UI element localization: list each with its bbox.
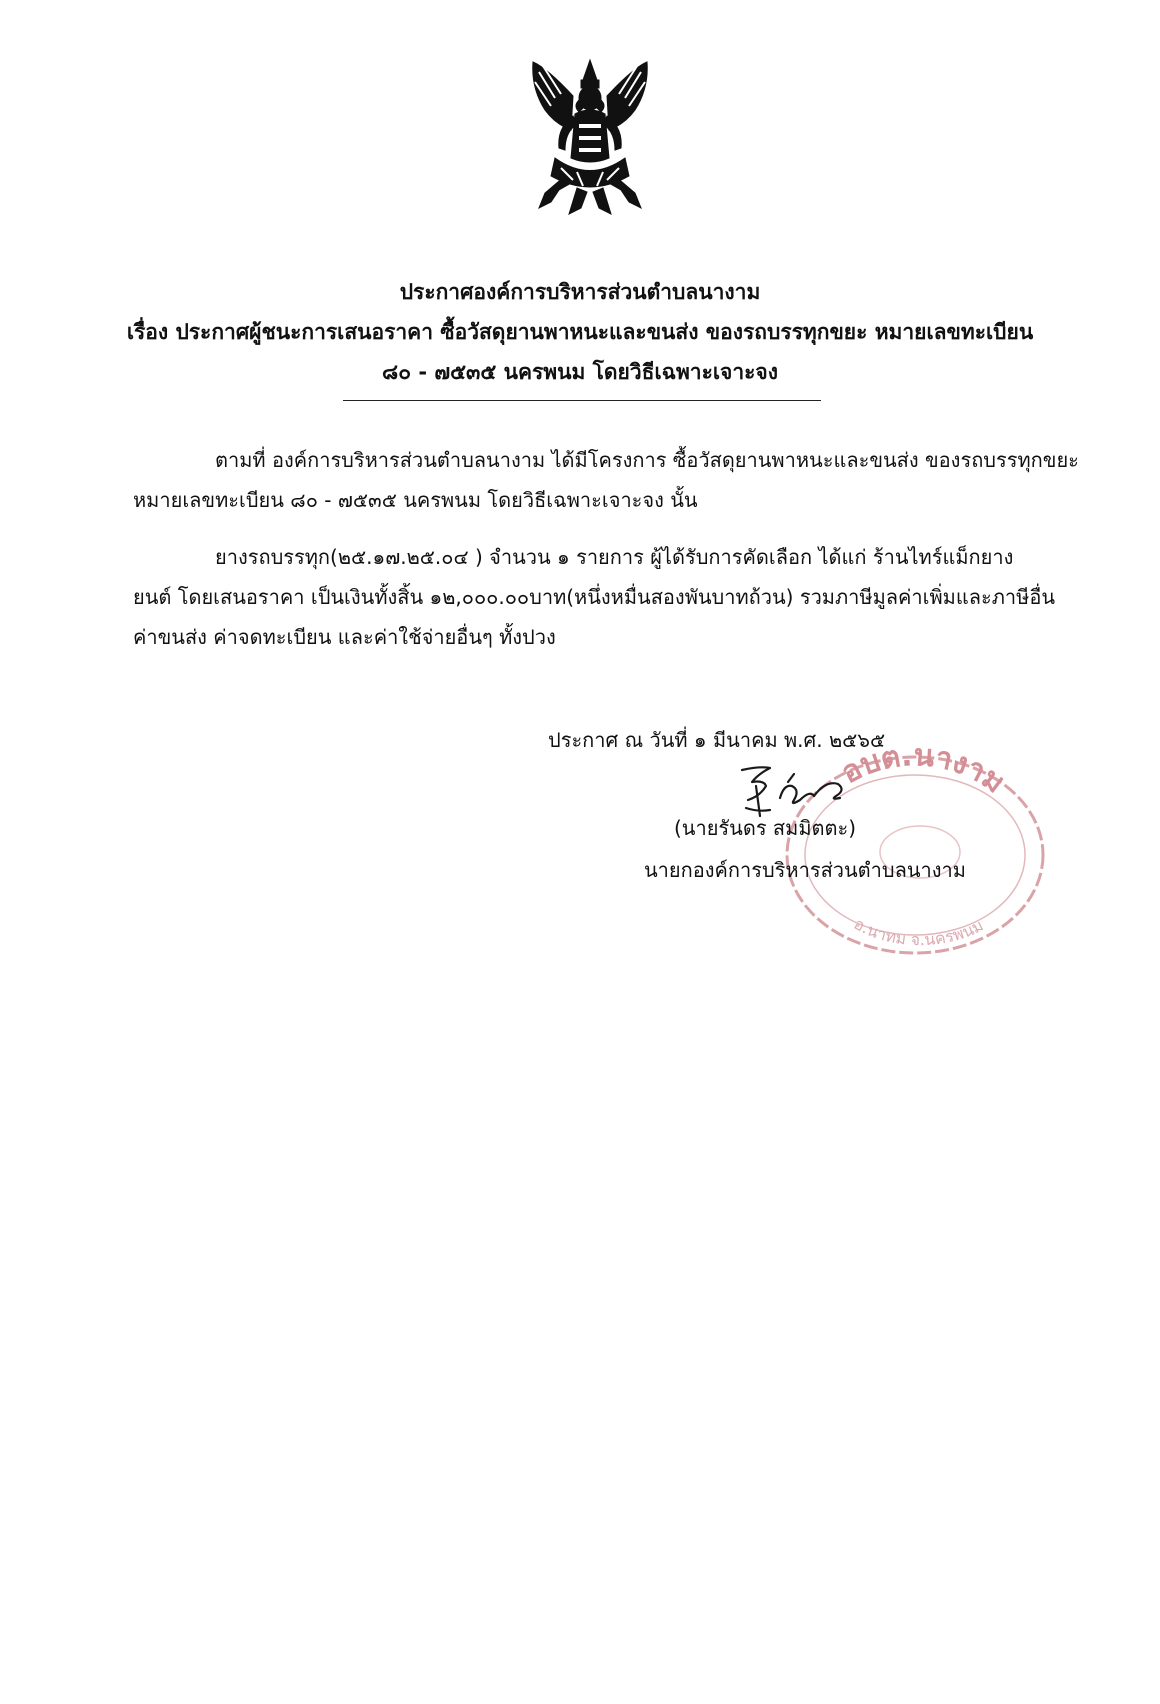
title-line-3: ๘๐ - ๗๕๓๕ นครพนม โดยวิธีเฉพาะเจาะจง — [382, 360, 778, 384]
title-divider — [343, 400, 821, 401]
stamp-text-top: อบต.นางาม — [835, 740, 1012, 801]
paragraph-line: ยนต์ โดยเสนอราคา เป็นเงินทั้งสิ้น ๑๒,๐๐๐.๐๐บาท(หนึ่งหมื่นสองพันบาทถ้วน) รวมภาษีมูลค่าเพิ่มและภาษีอื่น — [133, 585, 1056, 609]
paragraph-winner — [133, 537, 1068, 657]
paragraph-project — [133, 440, 1079, 520]
title-line-2: เรื่อง ประกาศผู้ชนะการเสนอราคา ซื้อวัสดุยานพาหนะและขนส่ง ของรถบรรทุกขยะ หมายเลขทะเบียน — [126, 320, 1034, 344]
announcement-date: ประกาศ ณ วันที่ ๑ มีนาคม พ.ศ. ๒๕๖๕ — [548, 728, 886, 752]
announcement-title — [90, 272, 1070, 392]
signer-position: นายกองค์การบริหารส่วนตำบลนางาม — [644, 858, 966, 882]
paragraph-line: ตามที่ องค์การบริหารส่วนตำบลนางาม ได้มีโครงการ ซื้อวัสดุยานพาหนะและขนส่ง ของรถบรรทุกขยะ — [215, 448, 1079, 472]
title-line-1: ประกาศองค์การบริหารส่วนตำบลนางาม — [399, 280, 761, 304]
paragraph-line: ค่าขนส่ง ค่าจดทะเบียน และค่าใช้จ่ายอื่นๆ ทั้งปวง — [133, 625, 556, 649]
garuda-emblem-icon — [525, 58, 655, 218]
paragraph-line: ยางรถบรรทุก(๒๕.๑๗.๒๕.๐๔ ) จำนวน ๑ รายการ ผู้ได้รับการคัดเลือก ได้แก่ ร้านไทร์แม็กยาง — [215, 545, 1014, 569]
paragraph-line: หมายเลขทะเบียน ๘๐ - ๗๕๓๕ นครพนม โดยวิธีเฉพาะเจาะจง นั้น — [133, 488, 698, 512]
stamp-text-bottom: อ.นาทม จ.นครพนม — [850, 914, 987, 950]
signer-name: (นายรันดร สมมิตตะ) — [674, 816, 857, 840]
